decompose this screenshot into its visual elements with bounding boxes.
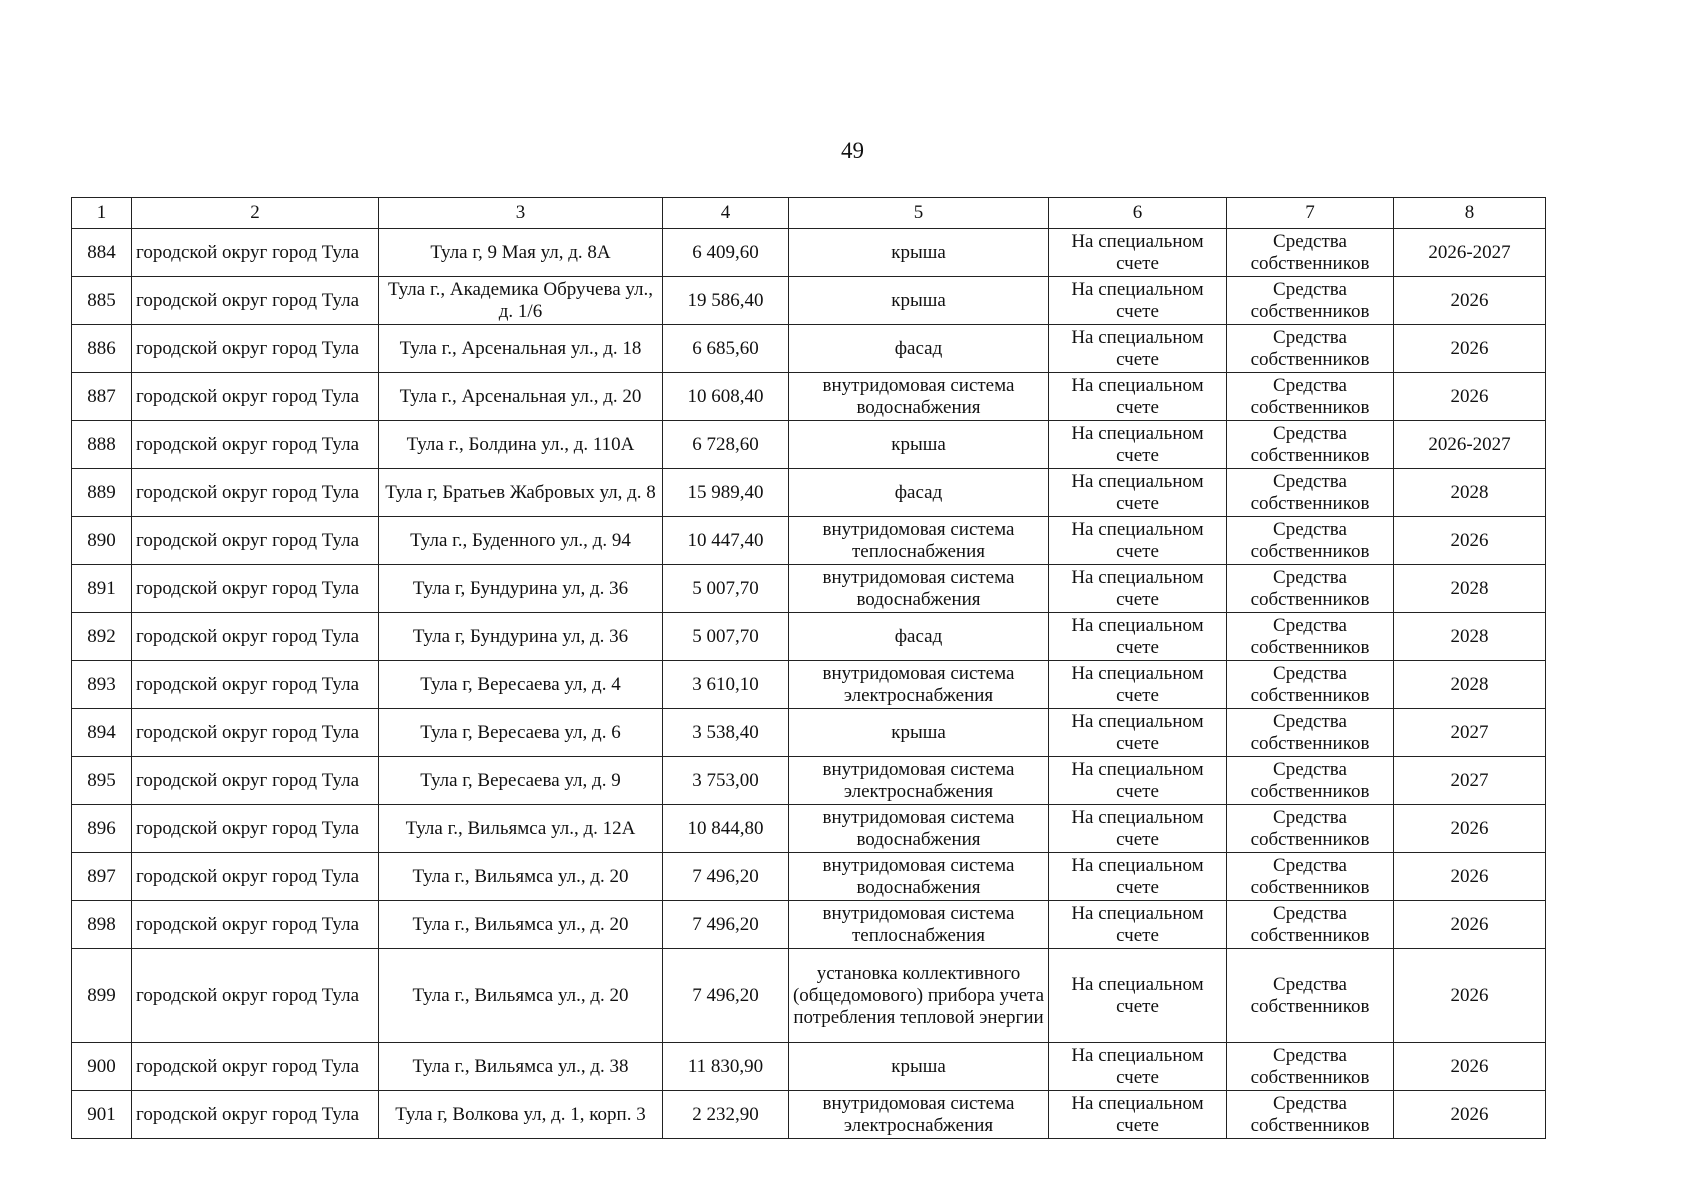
account-type-cell: На специальном счете [1049, 469, 1227, 517]
work-type-cell: установка коллективного (общедомового) прибора учета потребления тепловой энергии [789, 949, 1049, 1043]
work-type-cell: внутридомовая система водоснабжения [789, 565, 1049, 613]
account-type-cell: На специальном счете [1049, 1043, 1227, 1091]
account-type-cell: На специальном счете [1049, 757, 1227, 805]
district-cell: городской округ город Тула [132, 949, 379, 1043]
area-cell: 6 409,60 [663, 229, 789, 277]
district-cell: городской округ город Тула [132, 1043, 379, 1091]
row-number-cell: 886 [72, 325, 132, 373]
work-type-cell: внутридомовая система водоснабжения [789, 853, 1049, 901]
area-cell: 5 007,70 [663, 613, 789, 661]
row-number-cell: 891 [72, 565, 132, 613]
table-row [72, 517, 1546, 565]
row-number-cell: 885 [72, 277, 132, 325]
row-number-cell: 901 [72, 1091, 132, 1139]
funding-source-cell: Средства собственников [1227, 565, 1394, 613]
period-cell: 2026-2027 [1394, 229, 1546, 277]
table-row [72, 757, 1546, 805]
area-cell: 10 447,40 [663, 517, 789, 565]
work-type-cell: крыша [789, 277, 1049, 325]
period-cell: 2026 [1394, 373, 1546, 421]
funding-source-cell: Средства собственников [1227, 709, 1394, 757]
column-number-row [72, 198, 1546, 229]
period-cell: 2026 [1394, 805, 1546, 853]
column-header: 4 [663, 198, 789, 229]
account-type-cell: На специальном счете [1049, 901, 1227, 949]
column-header: 8 [1394, 198, 1546, 229]
period-cell: 2026-2027 [1394, 421, 1546, 469]
funding-source-cell: Средства собственников [1227, 613, 1394, 661]
address-cell: Тула г., Арсенальная ул., д. 18 [379, 325, 663, 373]
address-cell: Тула г, Волкова ул, д. 1, корп. 3 [379, 1091, 663, 1139]
funding-source-cell: Средства собственников [1227, 277, 1394, 325]
row-number-cell: 895 [72, 757, 132, 805]
period-cell: 2028 [1394, 661, 1546, 709]
row-number-cell: 900 [72, 1043, 132, 1091]
table-row [72, 661, 1546, 709]
table-row [72, 421, 1546, 469]
table-row [72, 805, 1546, 853]
funding-source-cell: Средства собственников [1227, 949, 1394, 1043]
address-cell: Тула г, Бундурина ул, д. 36 [379, 565, 663, 613]
area-cell: 5 007,70 [663, 565, 789, 613]
table-row [72, 949, 1546, 1043]
district-cell: городской округ город Тула [132, 421, 379, 469]
funding-source-cell: Средства собственников [1227, 421, 1394, 469]
funding-source-cell: Средства собственников [1227, 1091, 1394, 1139]
district-cell: городской округ город Тула [132, 469, 379, 517]
funding-source-cell: Средства собственников [1227, 469, 1394, 517]
table-row [72, 1091, 1546, 1139]
table-row [72, 853, 1546, 901]
work-type-cell: внутридомовая система электроснабжения [789, 757, 1049, 805]
funding-source-cell: Средства собственников [1227, 517, 1394, 565]
period-cell: 2026 [1394, 901, 1546, 949]
account-type-cell: На специальном счете [1049, 661, 1227, 709]
address-cell: Тула г., Болдина ул., д. 110А [379, 421, 663, 469]
row-number-cell: 893 [72, 661, 132, 709]
account-type-cell: На специальном счете [1049, 325, 1227, 373]
funding-source-cell: Средства собственников [1227, 853, 1394, 901]
table-row [72, 901, 1546, 949]
row-number-cell: 884 [72, 229, 132, 277]
row-number-cell: 888 [72, 421, 132, 469]
area-cell: 2 232,90 [663, 1091, 789, 1139]
account-type-cell: На специальном счете [1049, 805, 1227, 853]
address-cell: Тула г, 9 Мая ул, д. 8А [379, 229, 663, 277]
work-type-cell: внутридомовая система водоснабжения [789, 373, 1049, 421]
address-cell: Тула г., Вильямса ул., д. 12А [379, 805, 663, 853]
district-cell: городской округ город Тула [132, 1091, 379, 1139]
column-header: 1 [72, 198, 132, 229]
account-type-cell: На специальном счете [1049, 421, 1227, 469]
district-cell: городской округ город Тула [132, 373, 379, 421]
district-cell: городской округ город Тула [132, 565, 379, 613]
work-type-cell: крыша [789, 709, 1049, 757]
work-type-cell: внутридомовая система водоснабжения [789, 805, 1049, 853]
column-header: 2 [132, 198, 379, 229]
district-cell: городской округ город Тула [132, 757, 379, 805]
work-type-cell: крыша [789, 1043, 1049, 1091]
row-number-cell: 897 [72, 853, 132, 901]
funding-source-cell: Средства собственников [1227, 325, 1394, 373]
work-type-cell: внутридомовая система теплоснабжения [789, 517, 1049, 565]
district-cell: городской округ город Тула [132, 277, 379, 325]
row-number-cell: 894 [72, 709, 132, 757]
period-cell: 2026 [1394, 1091, 1546, 1139]
period-cell: 2026 [1394, 853, 1546, 901]
work-type-cell: фасад [789, 325, 1049, 373]
district-cell: городской округ город Тула [132, 901, 379, 949]
address-cell: Тула г, Вересаева ул, д. 4 [379, 661, 663, 709]
work-type-cell: внутридомовая система электроснабжения [789, 661, 1049, 709]
work-type-cell: фасад [789, 469, 1049, 517]
row-number-cell: 887 [72, 373, 132, 421]
row-number-cell: 889 [72, 469, 132, 517]
address-cell: Тула г, Бундурина ул, д. 36 [379, 613, 663, 661]
area-cell: 15 989,40 [663, 469, 789, 517]
table-row [72, 1043, 1546, 1091]
table-row [72, 229, 1546, 277]
table-body [72, 229, 1546, 1139]
row-number-cell: 899 [72, 949, 132, 1043]
funding-source-cell: Средства собственников [1227, 1043, 1394, 1091]
district-cell: городской округ город Тула [132, 853, 379, 901]
table-row [72, 709, 1546, 757]
period-cell: 2026 [1394, 1043, 1546, 1091]
funding-source-cell: Средства собственников [1227, 661, 1394, 709]
table-row [72, 565, 1546, 613]
column-header: 3 [379, 198, 663, 229]
district-cell: городской округ город Тула [132, 805, 379, 853]
account-type-cell: На специальном счете [1049, 277, 1227, 325]
row-number-cell: 898 [72, 901, 132, 949]
address-cell: Тула г., Вильямса ул., д. 20 [379, 853, 663, 901]
area-cell: 10 844,80 [663, 805, 789, 853]
address-cell: Тула г., Буденного ул., д. 94 [379, 517, 663, 565]
period-cell: 2027 [1394, 757, 1546, 805]
funding-source-cell: Средства собственников [1227, 805, 1394, 853]
address-cell: Тула г., Вильямса ул., д. 20 [379, 949, 663, 1043]
period-cell: 2026 [1394, 517, 1546, 565]
account-type-cell: На специальном счете [1049, 709, 1227, 757]
address-cell: Тула г., Вильямса ул., д. 20 [379, 901, 663, 949]
account-type-cell: На специальном счете [1049, 373, 1227, 421]
row-number-cell: 892 [72, 613, 132, 661]
column-header: 6 [1049, 198, 1227, 229]
address-cell: Тула г, Вересаева ул, д. 9 [379, 757, 663, 805]
account-type-cell: На специальном счете [1049, 613, 1227, 661]
area-cell: 19 586,40 [663, 277, 789, 325]
work-type-cell: крыша [789, 421, 1049, 469]
area-cell: 6 728,60 [663, 421, 789, 469]
funding-source-cell: Средства собственников [1227, 229, 1394, 277]
period-cell: 2028 [1394, 565, 1546, 613]
work-type-cell: фасад [789, 613, 1049, 661]
table-row [72, 469, 1546, 517]
area-cell: 11 830,90 [663, 1043, 789, 1091]
period-cell: 2026 [1394, 949, 1546, 1043]
area-cell: 3 753,00 [663, 757, 789, 805]
area-cell: 7 496,20 [663, 853, 789, 901]
row-number-cell: 896 [72, 805, 132, 853]
funding-source-cell: Средства собственников [1227, 901, 1394, 949]
account-type-cell: На специальном счете [1049, 949, 1227, 1043]
area-cell: 6 685,60 [663, 325, 789, 373]
row-number-cell: 890 [72, 517, 132, 565]
funding-source-cell: Средства собственников [1227, 373, 1394, 421]
period-cell: 2027 [1394, 709, 1546, 757]
work-type-cell: внутридомовая система теплоснабжения [789, 901, 1049, 949]
address-cell: Тула г., Арсенальная ул., д. 20 [379, 373, 663, 421]
account-type-cell: На специальном счете [1049, 1091, 1227, 1139]
account-type-cell: На специальном счете [1049, 853, 1227, 901]
address-cell: Тула г, Вересаева ул, д. 6 [379, 709, 663, 757]
district-cell: городской округ город Тула [132, 709, 379, 757]
area-cell: 10 608,40 [663, 373, 789, 421]
period-cell: 2026 [1394, 325, 1546, 373]
account-type-cell: На специальном счете [1049, 517, 1227, 565]
district-cell: городской округ город Тула [132, 661, 379, 709]
area-cell: 7 496,20 [663, 949, 789, 1043]
work-type-cell: крыша [789, 229, 1049, 277]
table-row [72, 325, 1546, 373]
table-row [72, 613, 1546, 661]
address-cell: Тула г, Братьев Жабровых ул, д. 8 [379, 469, 663, 517]
period-cell: 2026 [1394, 277, 1546, 325]
work-type-cell: внутридомовая система электроснабжения [789, 1091, 1049, 1139]
address-cell: Тула г., Академика Обручева ул., д. 1/6 [379, 277, 663, 325]
table-row [72, 277, 1546, 325]
district-cell: городской округ город Тула [132, 613, 379, 661]
capital-repair-table [71, 197, 1546, 1139]
column-header: 7 [1227, 198, 1394, 229]
district-cell: городской округ город Тула [132, 229, 379, 277]
page-number: 49 [841, 138, 864, 163]
account-type-cell: На специальном счете [1049, 229, 1227, 277]
period-cell: 2028 [1394, 613, 1546, 661]
funding-source-cell: Средства собственников [1227, 757, 1394, 805]
column-header: 5 [789, 198, 1049, 229]
area-cell: 3 610,10 [663, 661, 789, 709]
district-cell: городской округ город Тула [132, 325, 379, 373]
district-cell: городской округ город Тула [132, 517, 379, 565]
period-cell: 2028 [1394, 469, 1546, 517]
table-row [72, 373, 1546, 421]
area-cell: 7 496,20 [663, 901, 789, 949]
address-cell: Тула г., Вильямса ул., д. 38 [379, 1043, 663, 1091]
area-cell: 3 538,40 [663, 709, 789, 757]
account-type-cell: На специальном счете [1049, 565, 1227, 613]
